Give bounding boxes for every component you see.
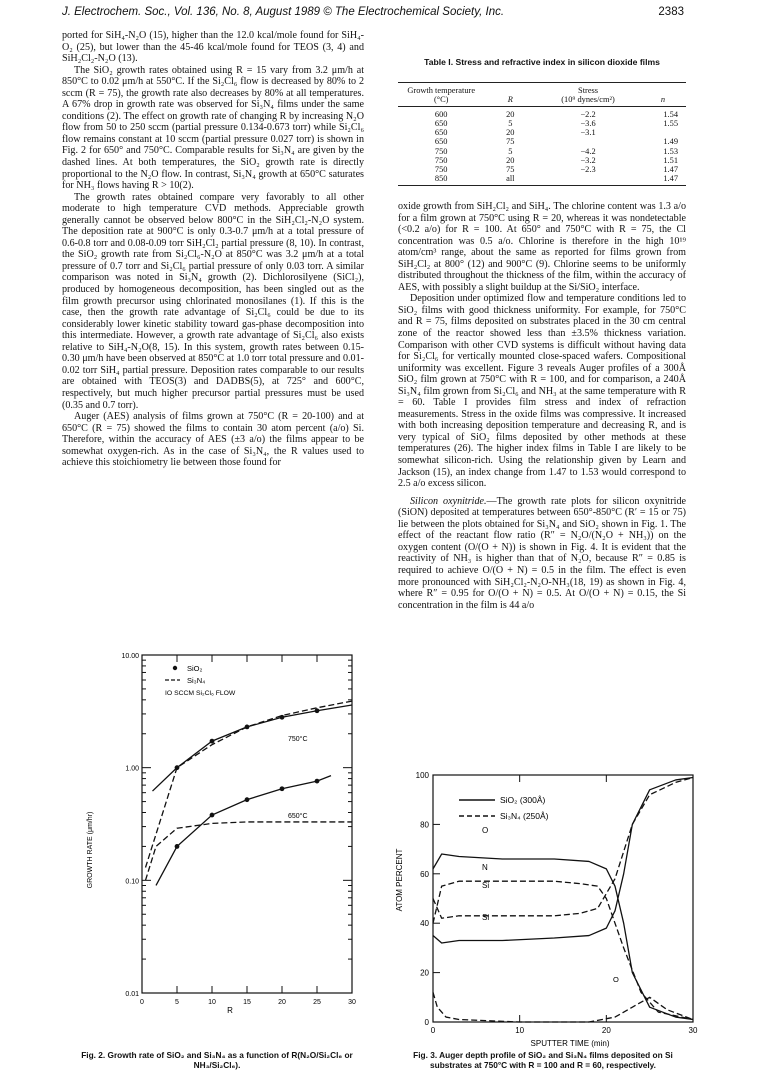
table-cell: 5 [508, 119, 513, 129]
annotation-750c: 750°C [288, 736, 308, 743]
x-tick-label: 10 [208, 999, 216, 1006]
paragraph: The SiO₂ growth rates obtained using R = 15 vary from 3.2 μm/h at 850°C to 0.02 μm/h at 550°C. If the Si₂Cl₆ flow is decreased by 80% to 2 sccm (R = 75), the growth rate also decreases by 80% at all temperatures. A 67% drop in growth rate was observed for Si₃N₄ films under the same conditions (2). The effect on growth rate of changing R by increasing N₂O flow from 50 to 250 sccm (partial pressure 0.134-0.673 torr) while Si₂Cl₆ flow remains constant at 10 sccm (partial pressure 0.027 torr) is shown in Fig. 2 for 650° and 750°C. Comparable results for Si₃N₄ are given by the dashed lines. At both temperatures, the SiO₂ growth rate is directly proportional to the N₂O flow. In contrast, Si₃N₄ growth at 650°C saturates for NH₃ flows having R > 10(2). [62, 64, 364, 192]
col-header-temp: Growth temperature (°C) [407, 86, 476, 105]
table-row [398, 165, 686, 174]
table-cell: −3.1 [580, 128, 596, 138]
table-cell: 650 [434, 128, 448, 138]
figure-2-caption: Fig. 2. Growth rate of SiO₂ and Si₃N₄ as a function of R(N₂O/Si₂Cl₆ or NH₃/Si₂Cl₆). [81, 1050, 353, 1070]
table-cell: 75 [506, 137, 515, 147]
col-header-r: R [507, 95, 513, 105]
legend-si3n4: Si₃N₄ [187, 676, 206, 685]
table-cell: 1.49 [663, 137, 678, 147]
table-cell: 1.51 [663, 155, 678, 165]
paragraph: Deposition under optimized flow and temperature conditions led to SiO₂ films with good thickness uniformity. For example, for 750°C and R = 75, films deposited on substrates placed in the 30 cm central zone of the reactor showed less than ±3.5% thickness variation. Comparison with other CVD systems is difficult without having data for Si₂Cl₆ for vertically mounted close-spaced wafers. Compositional uniformity was excellent. Figure 3 reveals Auger profiles of a 300Å SiO₂ film grown at 750°C with R = 100, and for comparison, a 240Å Si₃N₄ film grown from Si₂Cl₆ and NH₃ at the same temperature with R = 60. Table I provides film stress and index of refraction measurements. Stress in the oxide films was compressive. It increased with both increasing deposition temperature and decreasing R, and is very typical of SiO₂ films deposited by other methods at these temperatures (26). The higher index films in Table I are likely to be somewhat silicon-rich. Using the relationship given by Learn and Jackson (15), an index change from 1.47 to 1.53 would correspond to 2.5 a/o excess silicon. [398, 293, 686, 490]
table-cell: 1.54 [663, 110, 678, 120]
table-cell: −4.2 [580, 146, 596, 156]
paragraph: oxide growth from SiH₂Cl₂ and SiH₄. The chlorine content was 1.3 a/o for a film grown at 750°C using R = 20, whereas it was nondetectable (<0.2 a/o) for R = 100. At 650° and 750°C with R = 75, the Cl concentration was 0.5 a/o. Chlorine is therefore in the high 10¹⁹ atom/cm³ range, about the same as reported for films grown from SiH₂Cl₂ at 800° (12) and 900°C (9). Chlorine seems to be uniformly distributed throughout the thickness of the film, within the accuracy of AES, with possibly a slight buildup at the Si/SiO₂ interface. [398, 201, 686, 293]
label-n: N [482, 863, 488, 872]
y-tick-label: 40 [420, 919, 429, 929]
table-cell: 750 [434, 146, 448, 156]
table-cell [536, 137, 640, 146]
paragraph: ported for SiH₄-N₂O (15), higher than the 12.0 kcal/mole found for SiH₄-O₂ (25), but lower than the 45-46 kcal/mole found for TEOS (3, 4) and SiH₂Cl₂-N₂O (13). [62, 30, 364, 65]
table-cell: −3.6 [580, 119, 596, 129]
y-axis-label: ATOM PERCENT [395, 848, 404, 912]
table-row [398, 174, 686, 183]
si3n4-profile-line [433, 881, 693, 1019]
sio2-point [210, 813, 215, 818]
x-tick-label: 10 [515, 1026, 525, 1035]
table-cell: 650 [434, 119, 448, 129]
sio2-point [280, 786, 285, 791]
table-row [398, 156, 686, 165]
x-axis-label: R [227, 1006, 233, 1015]
table-cell: 5 [508, 146, 513, 156]
x-tick-label: 25 [313, 999, 321, 1006]
legend-marker-sio2 [173, 666, 177, 670]
table-body [398, 110, 686, 183]
y-tick-label: 0.01 [125, 991, 139, 998]
sio2-point [210, 739, 215, 744]
x-axis-label: SPUTTER TIME (min) [530, 1039, 610, 1048]
table-cell: all [506, 173, 515, 183]
right-column [398, 201, 686, 611]
table-header [398, 86, 686, 104]
sio2-point [175, 844, 180, 849]
y-tick-label: 60 [420, 869, 429, 879]
plot-frame [142, 655, 352, 993]
si3n4-line [146, 822, 353, 880]
label-o-bottom: O [613, 975, 619, 984]
figure-3-caption: Fig. 3. Auger depth profile of SiO₂ and Si₃N₄ films deposited on Si substrates at 750°C with R = 100 and R = 60, respectively. [413, 1050, 673, 1070]
running-header [62, 6, 684, 24]
paragraph: The growth rates obtained compare very favorably to all other moderate to high temperature CVD methods. Appreciable growth generally cannot be observed below 800°C in the SiH₂Cl₂-N₂O system. The deposition rate at 900°C is only 0.3-0.7 μm/h at a total pressure of 0.6-0.8 torr and 0.08-0.09 torr SiH₂Cl₂ partial pressure (8, 10). In contrast, the SiO₂ growth rate from Si₂Cl₆-N₂O at 850°C was 3.2 μm/h at a total pressure of 0.7 torr and Si₂Cl₆ partial pressure of only 0.03 torr. A similar comparison was noted in Si₃N₄ growth (2). Dichlorosilyene (SiCl₂), produced by homogeneous decomposition, has been singled out as the film growth precursor using chlorinated monosilanes (1). If this is the case, then the growth rate advantage of Si₂Cl₆ could be due to its considerably lower kinetic stability toward gas-phase decomposition into this intermediate. However, a growth rate advantage of Si₂Cl₆ also exists relative to SiH₄-N₂O(8, 15). In this system, growth rates between 0.15-0.30 μm/h have been observed at 850°C at 1.0 torr total pressure and 0.01-0.02 torr SiH₄ partial pressure. Deposition rates comparable to our results are obtained with TEOS(3) and DADBS(5), at 725° and 600°C, respectively, but much higher precursor partial pressures must be used (0.35 and 0.7 torr). [62, 191, 364, 411]
y-tick-label: 0.10 [125, 878, 139, 886]
x-tick-label: 30 [348, 999, 356, 1006]
table-cell: 600 [434, 110, 448, 120]
stress-table [398, 82, 686, 186]
journal-citation: J. Electrochem. Soc., Vol. 136, No. 8, August 1989 © The Electrochemical Society, Inc. [62, 6, 505, 18]
plot-frame [433, 775, 693, 1022]
si3n4-profile-line [433, 777, 693, 918]
sio2-point [315, 779, 320, 784]
table-cell: −3.2 [580, 155, 596, 165]
table-row [398, 128, 686, 137]
x-tick-label: 0 [140, 999, 144, 1006]
figure-2-chart [62, 640, 372, 1020]
legend-si3n4: Si₃N₄ (250Å) [500, 811, 549, 821]
table-cell: 850 [434, 173, 448, 183]
y-tick-label: 80 [420, 820, 429, 830]
label-o-top: O [482, 826, 489, 835]
table-cell [640, 128, 686, 137]
y-tick-label: 20 [420, 968, 429, 978]
y-axis-label: GROWTH RATE (μm/hr) [87, 811, 94, 889]
col-header-n: n [660, 95, 666, 105]
legend-flow: IO SCCM Si₂Cl₆ FLOW [165, 690, 236, 697]
label-si-upper: Si [482, 881, 490, 890]
x-tick-label: 20 [278, 999, 286, 1006]
sio2-point [315, 708, 320, 713]
table-cell: 650 [434, 137, 448, 147]
x-tick-label: 5 [175, 999, 179, 1006]
table-row [398, 137, 686, 146]
table-cell [536, 174, 640, 183]
col-header-stress: Stress (10⁹ dynes/cm²) [561, 86, 615, 105]
table-cell: 20 [506, 155, 515, 165]
table-cell: 1.55 [663, 119, 678, 129]
label-si-lower: Si [482, 913, 490, 922]
table-row [398, 119, 686, 128]
table-row [398, 110, 686, 119]
paragraph: Auger (AES) analysis of films grown at 750°C (R = 20-100) and at 650°C (R = 75) showed the films to contain 30 atom percent (a/o) Si. Therefore, within the accuracy of AES (±3 a/o) the films appear to be somewhat oxygen-rich. As in the case of Si₃N₄, the R values used to achieve this stoichiometry lie between those found for [62, 411, 364, 469]
x-tick-label: 20 [601, 1026, 611, 1035]
sio2-point [245, 797, 250, 802]
table-cell: 75 [506, 164, 515, 174]
legend-sio2: SiO₂ [187, 664, 203, 673]
y-tick-label: 10.00 [121, 653, 139, 660]
table-cell: 20 [506, 110, 515, 120]
table-row [398, 147, 686, 156]
y-tick-label: 1.00 [125, 765, 139, 773]
section-heading: Silicon oxynitride. [410, 495, 487, 507]
table-cell: 1.47 [663, 173, 678, 183]
annotation-650c: 650°C [288, 813, 308, 820]
paragraph [398, 496, 686, 611]
table-cell: −2.2 [580, 110, 596, 120]
y-tick-label: 100 [415, 771, 429, 780]
figure-3-chart [385, 760, 698, 1050]
legend-sio2: SiO₂ (300Å) [500, 795, 546, 805]
section-text: —The growth rate plots for silicon oxynitride (SiON) deposited at temperatures between 650°-850°C (R′ = 15 or 75) lie between the plots obtained for Si₃N₄ and SiO₂ shown in Fig. 1. The effect of the reactant flow ratio (R″ = N₂O/(N₂O + NH₃)) on the oxygen content (O/(O + N)) is shown in Fig. 4. It is evident that the reactivity of NH₃ is higher than that of N₂O, because R″ = 0.85 is required to achieve O/(O + N) = 0.5 in the film. The effect is even more pronounced with SiH₂Cl₂-N₂O-NH₃(18, 19) as shown in Fig. 4, where R″ = 0.95 for O/(O + N) = 0.5. At O/(O + N) = 0.15, the Si concentration in the film is 44 a/o [398, 495, 686, 611]
x-tick-label: 15 [243, 999, 251, 1006]
table-title: Table I. Stress and refractive index in silicon dioxide films [424, 57, 660, 67]
table-cell: 1.47 [663, 164, 678, 174]
table-cell: 20 [506, 128, 515, 138]
sio2-line [156, 776, 331, 886]
table-cell: 750 [434, 164, 448, 174]
y-tick-label: 0 [424, 1018, 429, 1027]
sio2-line [153, 705, 353, 791]
left-column [62, 30, 364, 469]
table-cell: 750 [434, 155, 448, 165]
table-cell: −2.3 [580, 164, 596, 174]
x-tick-label: 0 [430, 1026, 436, 1035]
x-tick-label: 30 [688, 1026, 698, 1035]
page-number: 2383 [658, 6, 684, 18]
table-cell: 1.53 [663, 146, 678, 156]
